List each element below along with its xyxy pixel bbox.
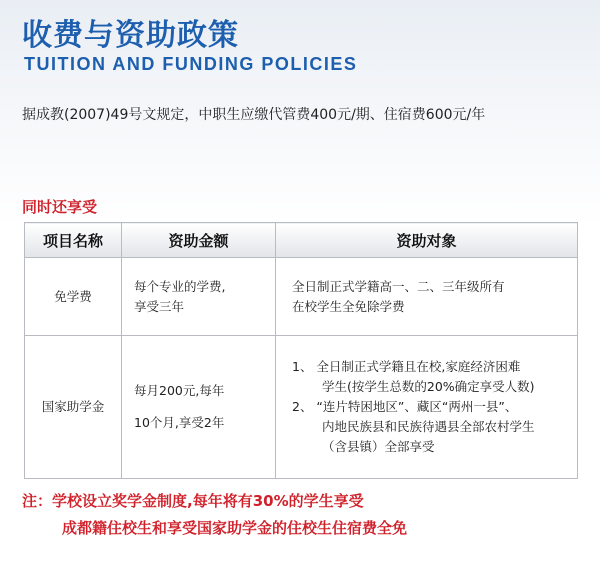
- amount-line: 每个专业的学费,: [134, 278, 226, 294]
- amount-line: 每月200元,每年: [134, 383, 225, 398]
- amount-line: 享受三年: [134, 298, 185, 314]
- housing-note: 成都籍住校生和享受国家助学金的住校生住宿费全免: [62, 519, 408, 537]
- fee-intro-text: 据成教(2007)49号文规定，中职生应缴代管费400元/期、住宿费600元/年: [22, 107, 486, 123]
- header-item-name: 项目名称: [25, 223, 122, 258]
- spacer: [134, 401, 274, 413]
- target-line: 在校学生全免除学费: [292, 298, 405, 314]
- page-subtitle: TUITION AND FUNDING POLICIES: [24, 54, 358, 74]
- funding-table: [24, 222, 578, 479]
- item-name-cell: 国家助学金: [25, 336, 122, 479]
- header-amount: 资助金额: [122, 223, 276, 258]
- target-line: 学生(按学生总数的20%确定享受人数): [322, 379, 535, 394]
- target-cell: [276, 258, 578, 336]
- page-title: 收费与资助政策: [22, 18, 239, 53]
- amount-cell: [122, 258, 276, 336]
- amount-line: 10个月,享受2年: [134, 415, 225, 430]
- section-heading: 同时还享受: [22, 198, 98, 216]
- target-cell: [276, 336, 578, 479]
- target-line: 全日制正式学籍高一、二、三年级所有: [292, 278, 505, 294]
- scholarship-note: 注：学校设立奖学金制度,每年将有30%的学生享受: [22, 492, 364, 510]
- target-line: （含县镇）全部享受: [322, 439, 435, 454]
- target-line: 内地民族县和民族待遇县全部农村学生: [322, 419, 535, 434]
- item-name-cell: 免学费: [25, 258, 122, 336]
- target-line: 2、 “连片特困地区”、藏区“两州一县”、: [292, 399, 518, 414]
- table-row: [25, 258, 578, 336]
- header-target: 资助对象: [276, 223, 578, 258]
- table-header-row: [25, 223, 578, 258]
- amount-cell: [122, 336, 276, 479]
- table-row: [25, 336, 578, 479]
- target-line: 1、 全日制正式学籍且在校,家庭经济困难: [292, 359, 521, 374]
